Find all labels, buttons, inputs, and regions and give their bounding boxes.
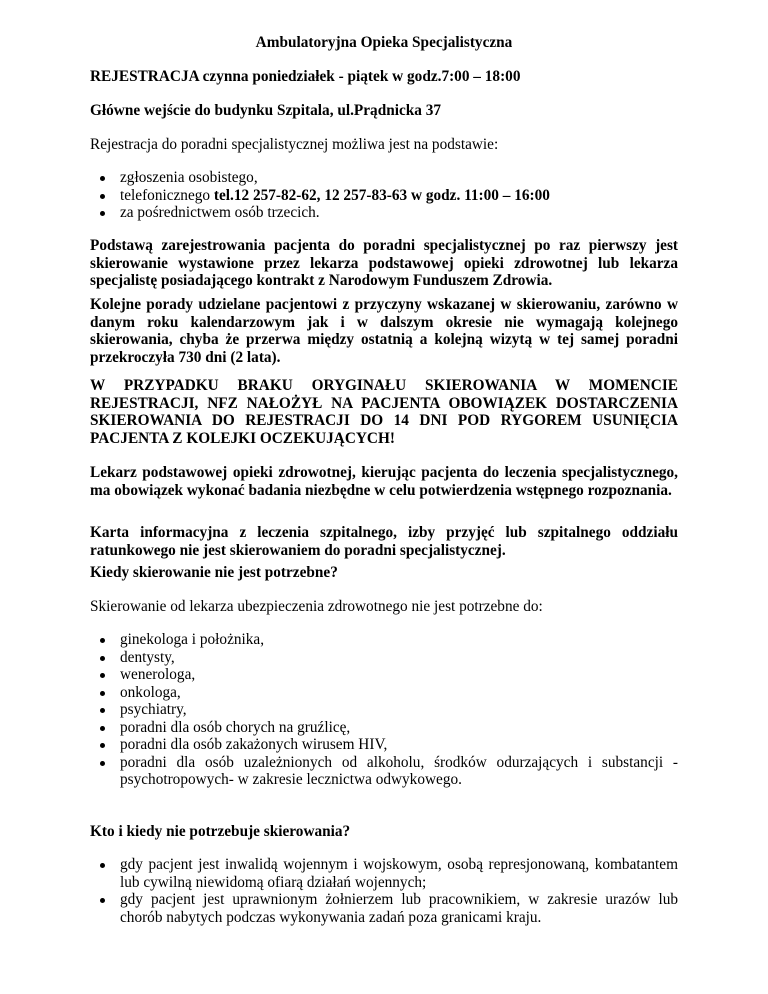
list-item	[90, 169, 678, 187]
list-item	[90, 649, 678, 667]
phone-hours: tel.12 257-82-62, 12 257-83-63 w godz. 11:00 – 16:00	[213, 186, 550, 204]
list-item-text: gdy pacjent jest uprawnionym żołnierzem lub pracownikiem, w zakresie urazów lub chorób nabytych podczas wykonywania zadań poza granicami kraju.	[120, 891, 678, 926]
list-item	[90, 719, 678, 737]
list-item-text: gdy pacjent jest inwalidą wojennym i wojskowym, osobą represjonowaną, kombatantem lub cywilną niewidomą ofiarą działań wojennych;	[120, 856, 678, 891]
list-item-text: onkologa,	[120, 683, 181, 701]
heading-not-needed: Kiedy skierowanie nie jest potrzebne?	[90, 564, 338, 581]
list-item	[90, 204, 678, 222]
registration-basis-list	[90, 169, 678, 222]
list-item-text: poradni dla osób uzależnionych od alkoholu, środków odurzających i substancji - psychotropowych- w zakresie lecznictwa odwykowego.	[120, 753, 678, 788]
list-item	[90, 856, 678, 891]
bullet-icon	[100, 638, 105, 643]
bullet-icon	[100, 863, 105, 868]
list-item-text: psychiatry,	[120, 701, 187, 718]
bullet-icon	[100, 194, 105, 199]
warning-paragraph: W PRZYPADKU BRAKU ORYGINAŁU SKIEROWANIA W MOMENCIE REJESTRACJI, NFZ NAŁOŻYŁ NA PACJENTA OBOWIĄZEK DOSTARCZENIA SKIEROWANIA DO REJESTRACJI DO 14 DNI POD RYGOREM USUNIĘCIA PACJENTA Z KOLEJKI OCZEKUJĄCYCH!	[90, 377, 678, 447]
bullet-icon	[100, 691, 105, 696]
list-item-text: poradni dla osób zakażonych wirusem HIV,	[120, 736, 388, 753]
bullet-icon	[100, 743, 105, 748]
document-title: Ambulatoryjna Opieka Specjalistyczna	[255, 34, 513, 51]
list-item-text: wenerologa,	[120, 666, 196, 683]
list-item-text: zgłoszenia osobistego,	[120, 169, 258, 186]
list-item	[90, 736, 678, 754]
list-item-text: ginekologa i położnika,	[120, 631, 265, 648]
bullet-icon	[100, 211, 105, 216]
list-item	[90, 187, 678, 205]
bullet-icon	[100, 898, 105, 903]
bullet-icon	[100, 726, 105, 731]
not-needed-intro: Skierowanie od lekarza ubezpieczenia zdrowotnego nie jest potrzebne do:	[90, 598, 543, 615]
list-item	[90, 754, 678, 789]
list-item-text: poradni dla osób chorych na gruźlicę,	[120, 718, 351, 736]
list-item-text: za pośrednictwem osób trzecich.	[120, 204, 320, 221]
list-item	[90, 631, 678, 649]
list-item-text: telefonicznego	[120, 186, 214, 204]
registration-basis-intro: Rejestracja do poradni specjalistycznej możliwa jest na podstawie:	[90, 136, 499, 153]
first-registration-paragraph: Podstawą zarejestrowania pacjenta do poradni specjalistycznej po raz pierwszy jest skierowanie wystawione przez lekarza podstawowej opieki zdrowotnej lub lekarza specjalistę posiadającego kontrakt z Narodowym Funduszem Zdrowia.	[90, 237, 678, 289]
registration-hours: REJESTRACJA czynna poniedziałek - piątek w godz.7:00 – 18:00	[90, 68, 521, 85]
gp-duty-paragraph: Lekarz podstawowej opieki zdrowotnej, kierując pacjenta do leczenia specjalistycznego, ma obowiązek wykonać badania niezbędne w celu potwierdzenia wstępnego rozpoznania.	[90, 464, 678, 499]
list-item	[90, 684, 678, 702]
who-list	[90, 856, 678, 926]
bullet-icon	[100, 656, 105, 661]
follow-up-paragraph: Kolejne porady udzielane pacjentowi z przyczyny wskazanej w skierowaniu, zarówno w danym roku kalendarzowym jak i w dalszym okresie nie wymagają kolejnego skierowania, chyba że przerwa między ostatnią a kolejną wizytą w tej samej poradni przekroczyła 730 dni (2 lata).	[90, 296, 678, 366]
list-item	[90, 701, 678, 719]
hospital-card-paragraph: Karta informacyjna z leczenia szpitalnego, izby przyjęć lub szpitalnego oddziału ratunkowego nie jest skierowaniem do poradni specjalistycznej.	[90, 524, 678, 559]
bullet-icon	[100, 673, 105, 678]
bullet-icon	[100, 761, 105, 766]
list-item-text: dentysty,	[120, 648, 175, 666]
main-entrance: Główne wejście do budynku Szpitala, ul.Prądnicka 37	[90, 102, 442, 119]
list-item	[90, 666, 678, 684]
bullet-icon	[100, 176, 105, 181]
not-needed-list	[90, 631, 678, 789]
heading-who: Kto i kiedy nie potrzebuje skierowania?	[90, 823, 351, 840]
list-item	[90, 891, 678, 926]
bullet-icon	[100, 708, 105, 713]
